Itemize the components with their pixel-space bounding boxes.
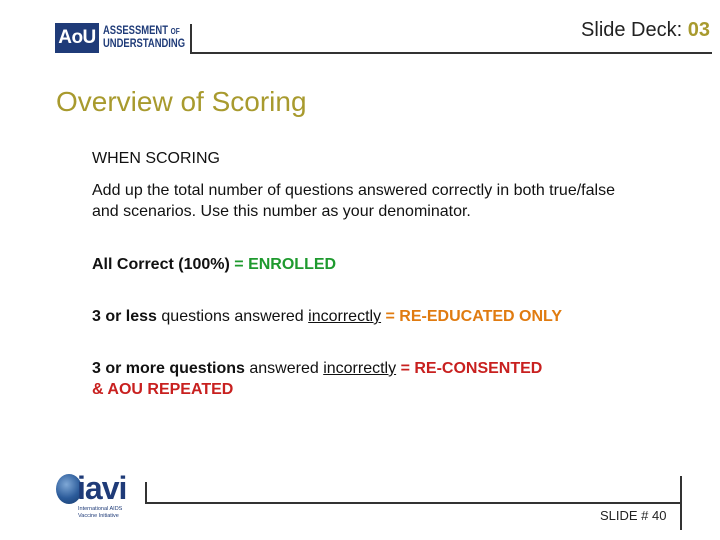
three-or-less-mid: questions answered xyxy=(161,308,304,325)
logo-line1: ASSESSMENT xyxy=(103,25,168,37)
enrolled-result: = ENROLLED xyxy=(234,256,337,273)
iavi-tagline: International AIDS Vaccine Initiative xyxy=(78,506,123,519)
aou-logo-mark: AoU xyxy=(55,23,99,53)
reconsented-result: = RE-CONSENTED xyxy=(400,360,543,377)
slide-deck-label xyxy=(581,19,710,42)
aou-logo-text xyxy=(103,25,185,51)
three-or-more-incorrectly: incorrectly xyxy=(323,360,397,377)
footer-rule xyxy=(145,502,680,504)
aou-logo xyxy=(55,22,203,54)
slide-number: SLIDE # 40 xyxy=(600,508,667,523)
when-heading: WHEN SCORING xyxy=(92,150,220,167)
footer-divider xyxy=(145,482,147,504)
logo-of: OF xyxy=(170,27,180,36)
three-or-more-mid: answered xyxy=(249,360,319,377)
iavi-wordmark: iavi xyxy=(77,470,127,506)
reeducated-result: = RE-EDUCATED ONLY xyxy=(385,308,562,325)
deck-number: 03 xyxy=(687,19,710,41)
iavi-logo xyxy=(56,470,146,528)
all-correct-rule xyxy=(92,254,336,275)
header-divider xyxy=(190,24,192,54)
header-rule xyxy=(190,52,712,54)
aou-repeated-result: & AOU REPEATED xyxy=(92,381,234,398)
instruction-text: Add up the total number of questions answered correctly in both true/false and scenarios. Use this number as your denominator. xyxy=(92,182,615,220)
three-or-less-incorrectly: incorrectly xyxy=(308,308,382,325)
three-or-more-rule xyxy=(92,358,632,400)
three-or-more-label: 3 or more questions xyxy=(92,360,245,377)
logo-line2: UNDERSTANDING xyxy=(103,38,186,50)
three-or-less-rule xyxy=(92,306,562,327)
three-or-less-label: 3 or less xyxy=(92,308,157,325)
footer-right-divider xyxy=(680,476,682,530)
deck-label: Slide Deck: xyxy=(581,19,683,41)
slide-title: Overview of Scoring xyxy=(56,86,307,117)
all-correct-label: All Correct (100%) xyxy=(92,256,230,273)
